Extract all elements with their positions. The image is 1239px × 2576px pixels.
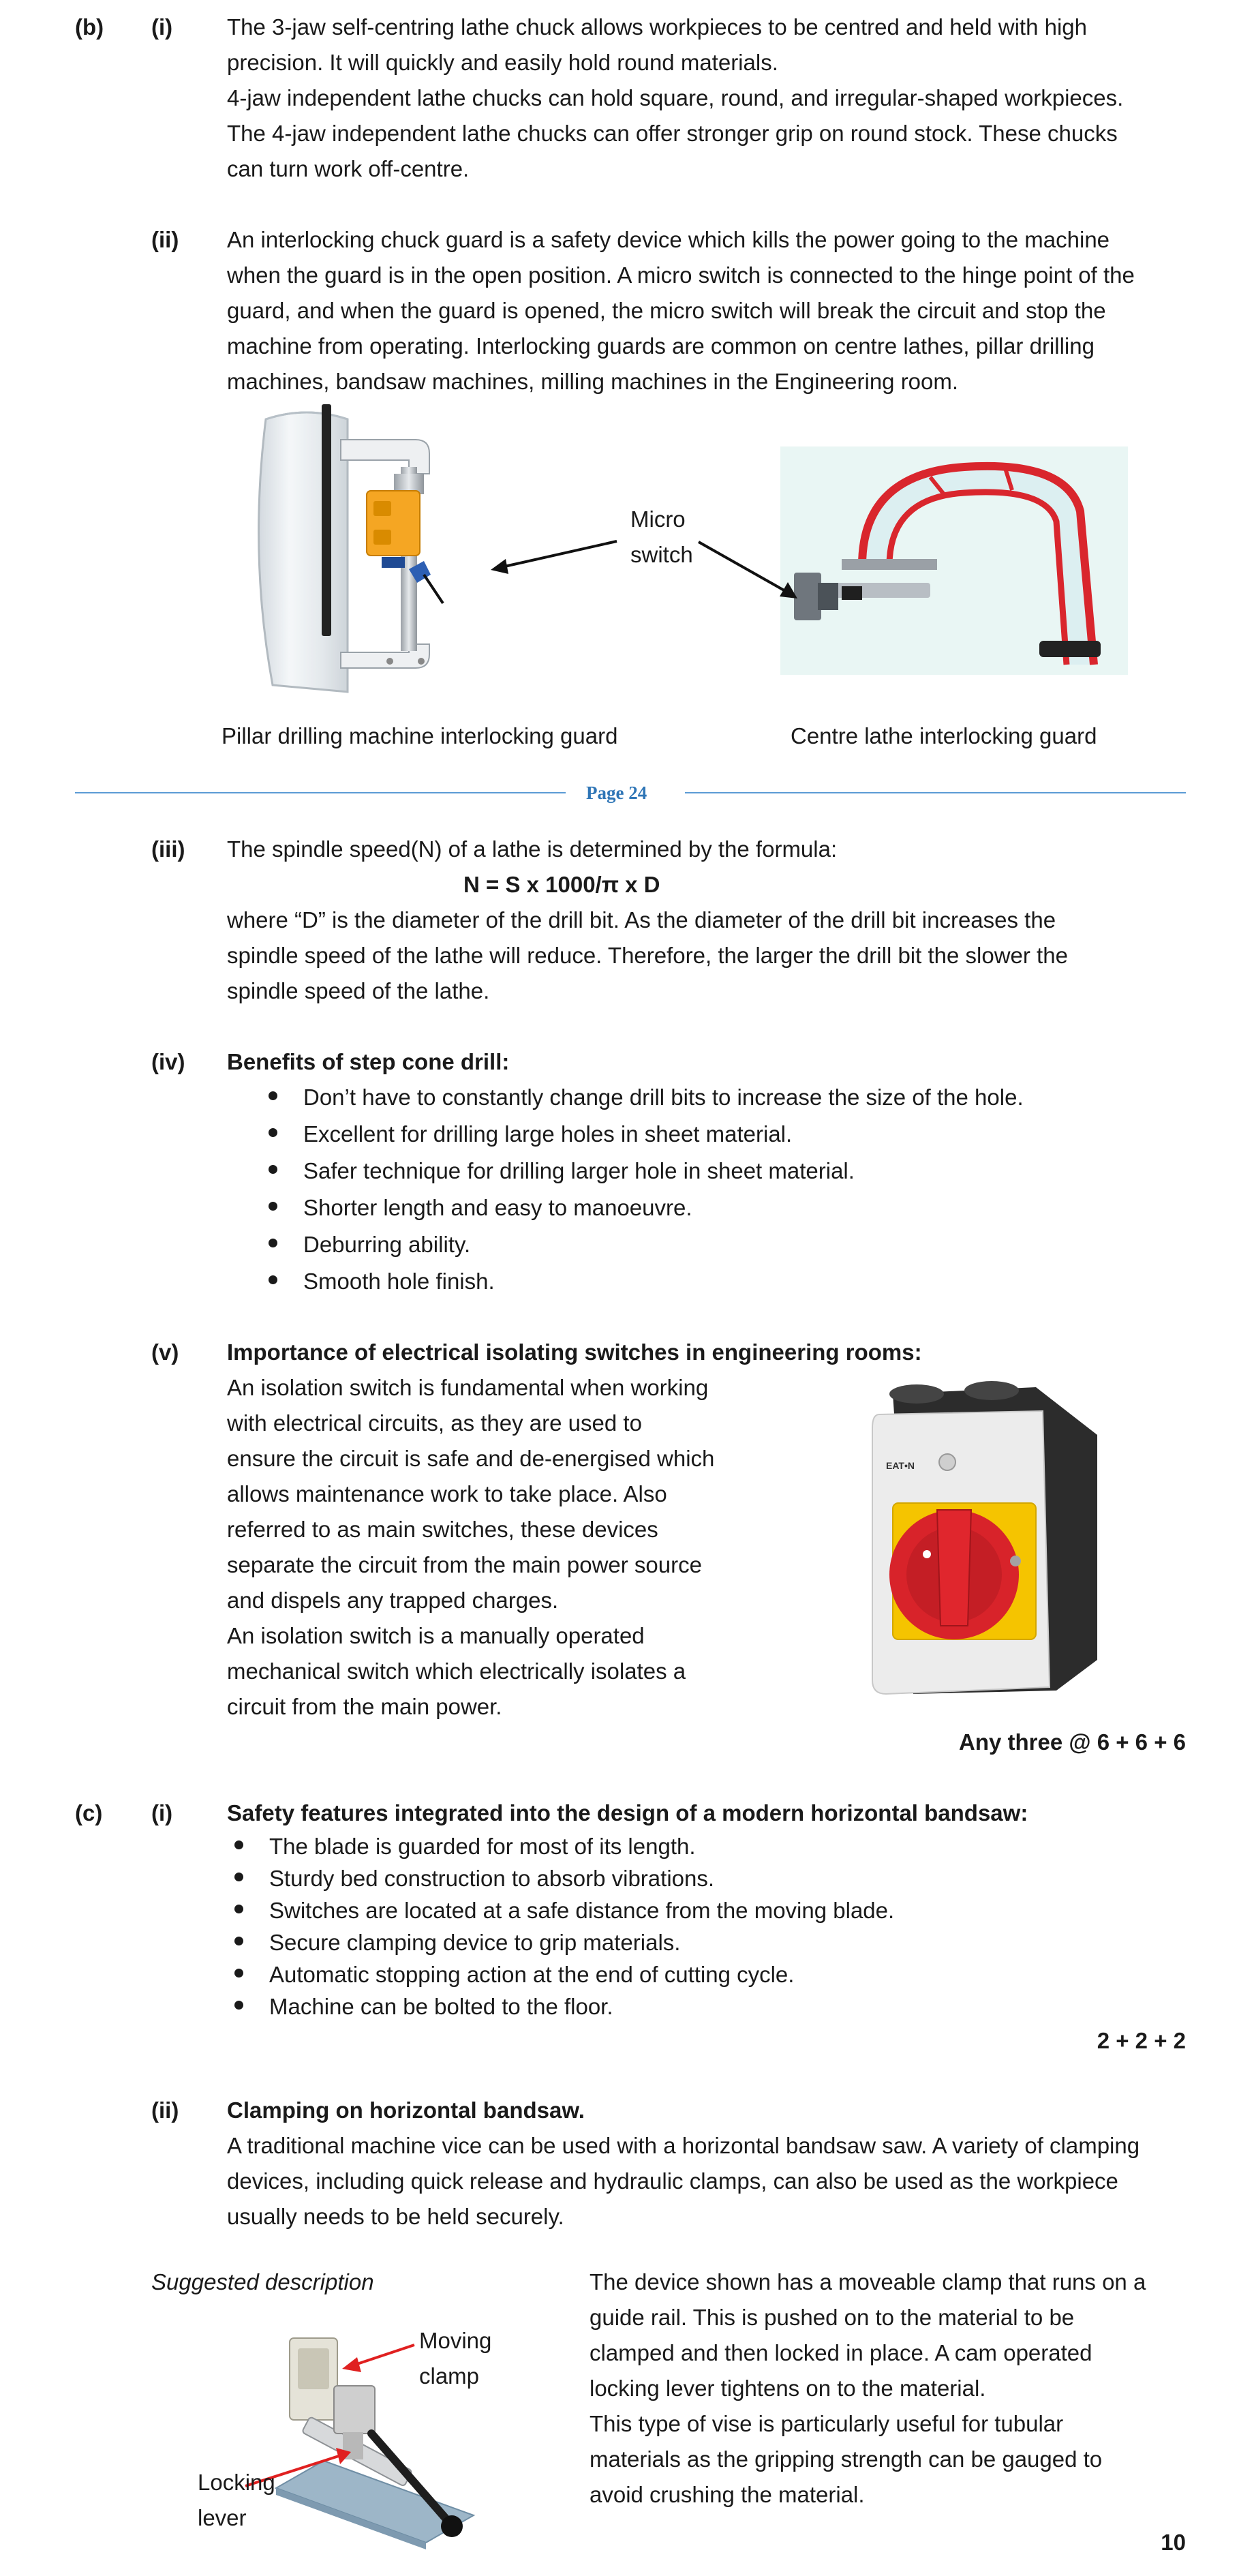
page-rule-left [75,792,566,793]
text-line: 4-jaw independent lathe chucks can hold square, round, and irregular-shaped workpieces. [227,85,1124,110]
bullet-icon [234,1873,243,1881]
bullet-icon [269,1091,277,1100]
list-item: Switches are located at a safe distance from the moving blade. [269,1898,895,1923]
text-line: separate the circuit from the main power source [227,1552,702,1577]
clamping-title: Clamping on horizontal bandsaw. [227,2097,585,2123]
text-line: devices, including quick release and hydraulic clamps, can also be used as the workpiece [227,2168,1118,2194]
micro-switch-arrow-right [695,539,804,607]
switch-label: switch [630,542,693,567]
text-line: referred to as main switches, these devices [227,1517,658,1542]
bullet-icon [234,1969,243,1978]
item-num-b-i: (i) [151,14,173,40]
caption-lathe-guard: Centre lathe interlocking guard [791,723,1097,748]
item-num-b-v: (v) [151,1339,179,1365]
text-line: avoid crushing the material. [590,2482,865,2507]
section-label-c: (c) [75,1800,103,1825]
text-line: guide rail. This is pushed on to the material to be [590,2305,1075,2330]
page-rule-right [685,792,1186,793]
text-line: circuit from the main power. [227,1694,502,1719]
text-line: allows maintenance work to take place. Also [227,1481,667,1506]
text-line: can turn work off-centre. [227,156,470,181]
item-num-c-ii: (ii) [151,2097,179,2123]
text-line: This type of vise is particularly useful for tubular [590,2411,1064,2436]
list-item: Smooth hole finish. [303,1269,495,1294]
text-line: machine from operating. Interlocking guards are common on centre lathes, pillar drilling [227,333,1095,359]
item-num-b-ii: (ii) [151,227,179,252]
pillar-drill-guard-image [245,399,498,702]
marks-b-v: Any three @ 6 + 6 + 6 [959,1729,1186,1755]
moving-clamp-arrow [334,2338,419,2379]
list-item: Machine can be bolted to the floor. [269,1994,613,2019]
text-line: An isolation switch is a manually operated [227,1623,645,1648]
list-item: Don’t have to constantly change drill bits to increase the size of the hole. [303,1085,1024,1110]
text-line: machines, bandsaw machines, milling machines in the Engineering room. [227,369,959,394]
item-num-b-iii: (iii) [151,836,185,862]
list-item: Automatic stopping action at the end of cutting cycle. [269,1962,795,1987]
text-line: locking lever tightens on to the material. [590,2376,986,2401]
list-item: Secure clamping device to grip materials. [269,1930,681,1955]
text-line: The device shown has a moveable clamp that runs on a [590,2269,1146,2294]
text-line: The 4-jaw independent lathe chucks can offer stronger grip on round stock. These chucks [227,121,1118,146]
text-line: ensure the circuit is safe and de-energised which [227,1446,715,1471]
centre-lathe-guard-image [780,446,1128,675]
moving-label: Moving [419,2328,492,2353]
list-item: Excellent for drilling large holes in sheet material. [303,1121,793,1147]
text-line: mechanical switch which electrically isolates a [227,1658,686,1684]
list-item: Shorter length and easy to manoeuvre. [303,1195,692,1220]
micro-switch-arrow-left [477,532,654,607]
caption-pillar-guard: Pillar drilling machine interlocking guard [221,723,618,748]
isolation-switch-image [852,1374,1104,1697]
text-line: An interlocking chuck guard is a safety device which kills the power going to the machine [227,227,1110,252]
marks-c-i: 2 + 2 + 2 [1097,2028,1186,2053]
isolating-switch-title: Importance of electrical isolating switches in engineering rooms: [227,1339,922,1365]
lever-label: lever [198,2505,247,2530]
text-line: A traditional machine vice can be used with a horizontal bandsaw saw. A variety of clamping [227,2133,1140,2158]
micro-label: Micro [630,506,686,532]
text-line: The 3-jaw self-centring lathe chuck allows workpieces to be centred and held with high [227,14,1088,40]
text-line: clamped and then locked in place. A cam operated [590,2340,1092,2365]
bullet-icon [234,1840,243,1849]
bullet-icon [269,1239,277,1247]
text-line: guard, and when the guard is opened, the micro switch will break the circuit and stop the [227,298,1106,323]
eaton-logo: EAT•N [886,1460,915,1471]
bullet-icon [234,1905,243,1913]
text-line: with electrical circuits, as they are used to [227,1410,642,1436]
section-label-b: (b) [75,14,104,40]
text-line: when the guard is in the open position. A micro switch is connected to the hinge point of the [227,262,1135,288]
locking-label: Locking [198,2470,275,2495]
text-line: where “D” is the diameter of the drill bit. As the diameter of the drill bit increases the [227,907,1056,933]
bullet-icon [234,2001,243,2010]
bullet-icon [234,1937,243,1945]
text-line: usually needs to be held securely. [227,2204,564,2229]
bullet-icon [269,1165,277,1174]
bandsaw-safety-title: Safety features integrated into the design of a modern horizontal bandsaw: [227,1800,1028,1825]
page-number: 10 [1161,2530,1186,2555]
bullet-icon [269,1202,277,1211]
suggested-description-heading: Suggested description [151,2269,374,2294]
item-num-c-i: (i) [151,1800,173,1825]
bullet-icon [269,1128,277,1137]
list-item: Sturdy bed construction to absorb vibrations. [269,1866,715,1891]
text-line: and dispels any trapped charges. [227,1588,559,1613]
clamp-label: clamp [419,2363,480,2389]
list-item: Deburring ability. [303,1232,471,1257]
step-cone-title: Benefits of step cone drill: [227,1049,510,1074]
text-line: materials as the gripping strength can be gauged to [590,2446,1103,2472]
page-label: Page 24 [586,783,647,803]
text-line: An isolation switch is fundamental when working [227,1375,709,1400]
bullet-icon [269,1275,277,1284]
text-line: precision. It will quickly and easily hold round materials. [227,50,778,75]
list-item: The blade is guarded for most of its length. [269,1834,696,1859]
text-line: spindle speed of the lathe. [227,978,490,1003]
text-line: spindle speed of the lathe will reduce. Therefore, the larger the drill bit the slower the [227,943,1068,968]
list-item: Safer technique for drilling larger hole in sheet material. [303,1158,855,1183]
spindle-formula: N = S x 1000/π x D [463,872,660,897]
spindle-intro: The spindle speed(N) of a lathe is determined by the formula: [227,836,838,862]
item-num-b-iv: (iv) [151,1049,185,1074]
